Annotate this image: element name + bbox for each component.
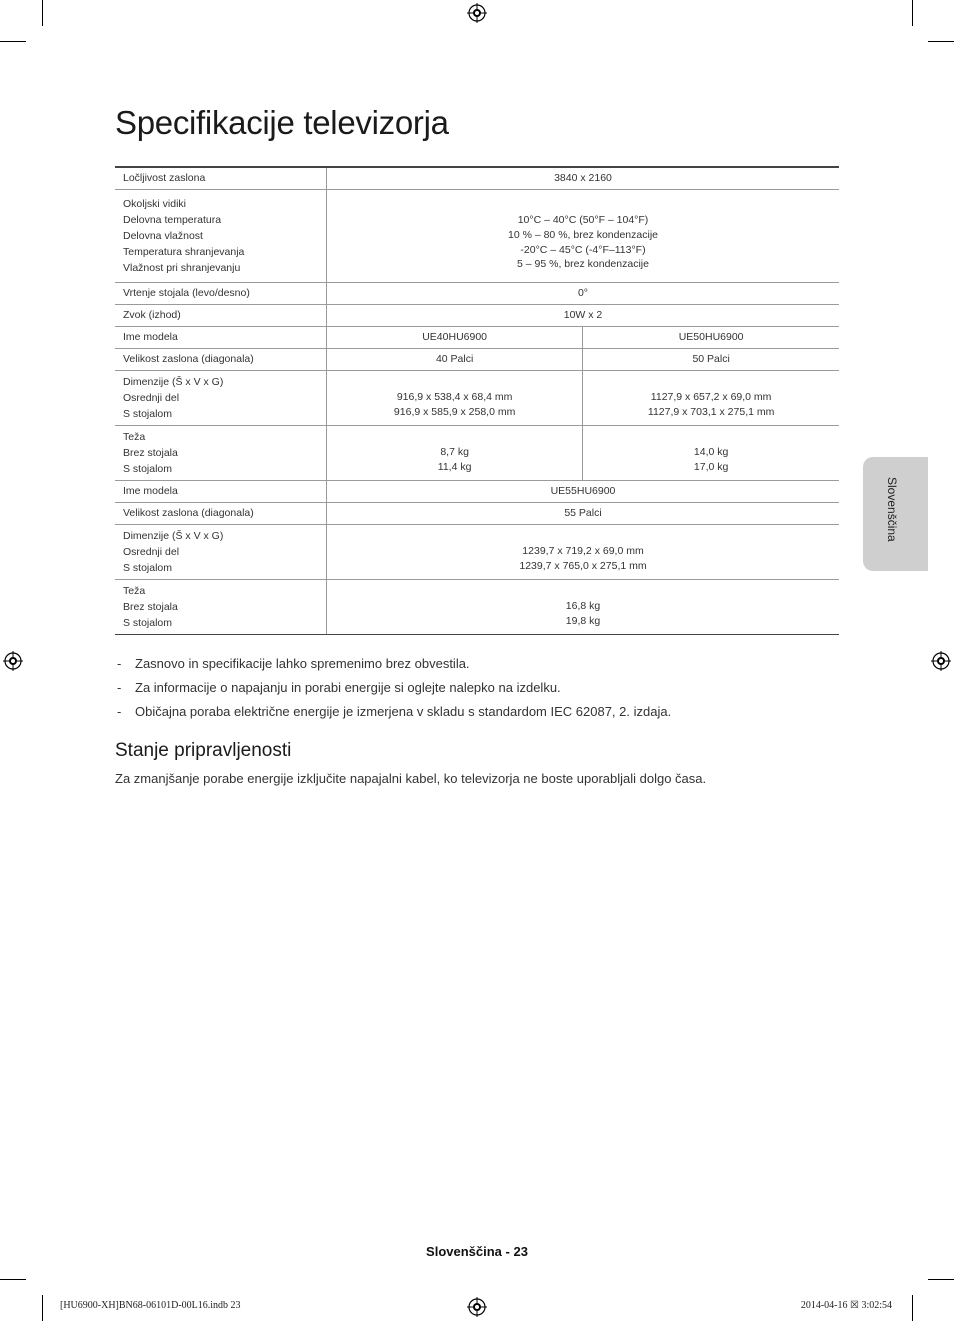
spec-value-cell: [327, 524, 840, 579]
spec-label: Brez stojala: [123, 600, 178, 613]
spec-value-cell: [327, 425, 583, 480]
spec-value-cell: [327, 167, 840, 189]
spec-row: [115, 579, 839, 634]
spec-label: Dimenzije (Š x V x G): [123, 529, 224, 542]
note-dash: -: [117, 656, 122, 671]
spec-label: Osrednji del: [123, 391, 180, 404]
note-item: [117, 702, 671, 726]
spec-value-cell: [583, 370, 839, 425]
spec-value: UE40HU6900: [422, 330, 488, 343]
registration-mark-icon: [931, 651, 951, 671]
page-title: Specifikacije televizorja: [115, 104, 449, 141]
spec-value: 55 Palci: [564, 506, 602, 519]
spec-label: Ločljivost zaslona: [123, 172, 206, 185]
spec-value: 1239,7 x 765,0 x 275,1 mm: [519, 559, 647, 572]
spec-label-cell: [115, 282, 327, 304]
spec-value: 5 – 95 %, brez kondenzacije: [517, 258, 649, 271]
spec-label: S stojalom: [123, 561, 173, 574]
side-tab-label: Slovenščina: [885, 477, 899, 542]
spec-row: [115, 348, 839, 370]
spec-value-cell: [583, 348, 839, 370]
spec-label: Teža: [123, 584, 146, 597]
spec-label: Velikost zaslona (diagonala): [123, 353, 254, 365]
spec-value: 40 Palci: [435, 352, 474, 365]
spec-label: Vlažnost pri shranjevanju: [123, 261, 241, 274]
crop-mark: [42, 0, 43, 26]
spec-value: 10°C – 40°C (50°F – 104°F): [517, 214, 649, 227]
spec-row: [115, 502, 839, 524]
spec-label: S stojalom: [123, 616, 173, 629]
spec-label: S stojalom: [123, 407, 173, 420]
spec-value: 916,9 x 538,4 x 68,4 mm: [396, 390, 513, 403]
spec-label: Delovna temperatura: [123, 213, 222, 226]
spec-value-cell: [327, 502, 840, 524]
note-text: Zasnovo in specifikacije lahko spremenimo brez obvestila.: [135, 656, 470, 671]
spec-value: 916,9 x 585,9 x 258,0 mm: [393, 405, 516, 418]
spec-value-cell: [327, 579, 840, 634]
spec-label: Velikost zaslona (diagonala): [123, 507, 254, 519]
spec-label: Ime modela: [123, 485, 178, 497]
spec-row: [115, 189, 839, 282]
spec-value: 3840 x 2160: [554, 171, 612, 184]
spec-label-cell: [115, 167, 327, 189]
spec-table-body: [115, 167, 839, 634]
spec-row: [115, 524, 839, 579]
crop-mark: [928, 41, 954, 42]
spec-row: [115, 282, 839, 304]
spec-value: 11,4 kg: [437, 460, 472, 473]
spec-label-cell: [115, 480, 327, 502]
spec-row: [115, 425, 839, 480]
spec-value: -20°C – 45°C (-4°F–113°F): [520, 243, 646, 256]
spec-value-cell: [327, 282, 840, 304]
spec-label-cell: [115, 326, 327, 348]
spec-label: Zvok (izhod): [123, 309, 181, 321]
spec-value: 1127,9 x 703,1 x 275,1 mm: [647, 405, 775, 418]
spec-value: UE55HU6900: [550, 484, 616, 497]
spec-label: S stojalom: [123, 462, 173, 475]
language-side-tab: [863, 457, 928, 571]
spec-value: 19,8 kg: [565, 614, 601, 627]
spec-label-cell: [115, 579, 327, 634]
registration-mark-icon: [467, 3, 487, 23]
note-dash: -: [117, 704, 122, 719]
spec-value-cell: [583, 425, 839, 480]
spec-row: [115, 326, 839, 348]
standby-heading: Stanje pripravljenosti: [115, 740, 292, 761]
notes-list: [117, 654, 671, 726]
spec-value: 1239,7 x 719,2 x 69,0 mm: [522, 544, 644, 557]
spec-row: [115, 167, 839, 189]
registration-mark-icon: [467, 1297, 487, 1317]
crop-mark: [0, 41, 26, 42]
spec-table: [115, 166, 839, 635]
crop-mark: [0, 1279, 26, 1280]
spec-value: 1127,9 x 657,2 x 69,0 mm: [650, 390, 772, 403]
crop-mark: [42, 1295, 43, 1321]
spec-label: Temperatura shranjevanja: [123, 245, 245, 258]
spec-label: Okoljski vidiki: [123, 197, 187, 210]
spec-label-cell: [115, 348, 327, 370]
spec-label: Vrtenje stojala (levo/desno): [123, 287, 250, 299]
spec-row: [115, 370, 839, 425]
note-text: Za informacije o napajanju in porabi energije si oglejte nalepko na izdelku.: [135, 680, 561, 695]
spec-label-cell: [115, 304, 327, 326]
spec-value-cell: [327, 189, 840, 282]
page-footer: Slovenščina - 23: [426, 1244, 528, 1259]
crop-mark: [912, 0, 913, 26]
print-slug-file: [HU6900-XH]BN68-06101D-00L16.indb 23: [60, 1300, 241, 1311]
standby-paragraph: Za zmanjšanje porabe energije izključite napajalni kabel, ko televizorja ne boste uporabljali dolgo časa.: [115, 771, 707, 786]
spec-label: Osrednji del: [123, 545, 180, 558]
spec-value-cell: [327, 480, 840, 502]
spec-value: 14,0 kg: [693, 445, 729, 458]
spec-label: Delovna vlažnost: [123, 229, 203, 242]
spec-value: 10W x 2: [563, 308, 603, 321]
crop-mark: [912, 1295, 913, 1321]
spec-value-cell: [327, 370, 583, 425]
spec-label: Teža: [123, 430, 146, 443]
spec-value: 17,0 kg: [693, 460, 729, 473]
spec-label: Dimenzije (Š x V x G): [123, 375, 224, 388]
spec-value: 10 % – 80 %, brez kondenzacije: [507, 228, 658, 241]
note-item: [117, 654, 671, 678]
crop-mark: [928, 1279, 954, 1280]
spec-value: 16,8 kg: [565, 599, 601, 612]
spec-value-cell: [327, 326, 583, 348]
spec-label-cell: [115, 189, 327, 282]
spec-value-cell: [327, 304, 840, 326]
spec-label: Brez stojala: [123, 446, 178, 459]
print-slug-date: 2014-04-16 ☒ 3:02:54: [800, 1300, 892, 1311]
spec-value: UE50HU6900: [678, 330, 744, 343]
spec-value-cell: [327, 348, 583, 370]
spec-label-cell: [115, 524, 327, 579]
spec-value: 0°: [577, 286, 589, 299]
note-text: Običajna poraba električne energije je izmerjena v skladu s standardom IEC 62087, 2. izdaja.: [135, 704, 672, 719]
registration-mark-icon: [3, 651, 23, 671]
spec-value: 50 Palci: [692, 352, 730, 365]
spec-row: [115, 304, 839, 326]
note-dash: -: [117, 680, 122, 695]
spec-label-cell: [115, 425, 327, 480]
spec-value-cell: [583, 326, 839, 348]
note-item: [117, 678, 671, 702]
spec-label-cell: [115, 370, 327, 425]
spec-value: 8,7 kg: [440, 445, 469, 458]
spec-row: [115, 480, 839, 502]
spec-label-cell: [115, 502, 327, 524]
spec-label: Ime modela: [123, 331, 178, 343]
